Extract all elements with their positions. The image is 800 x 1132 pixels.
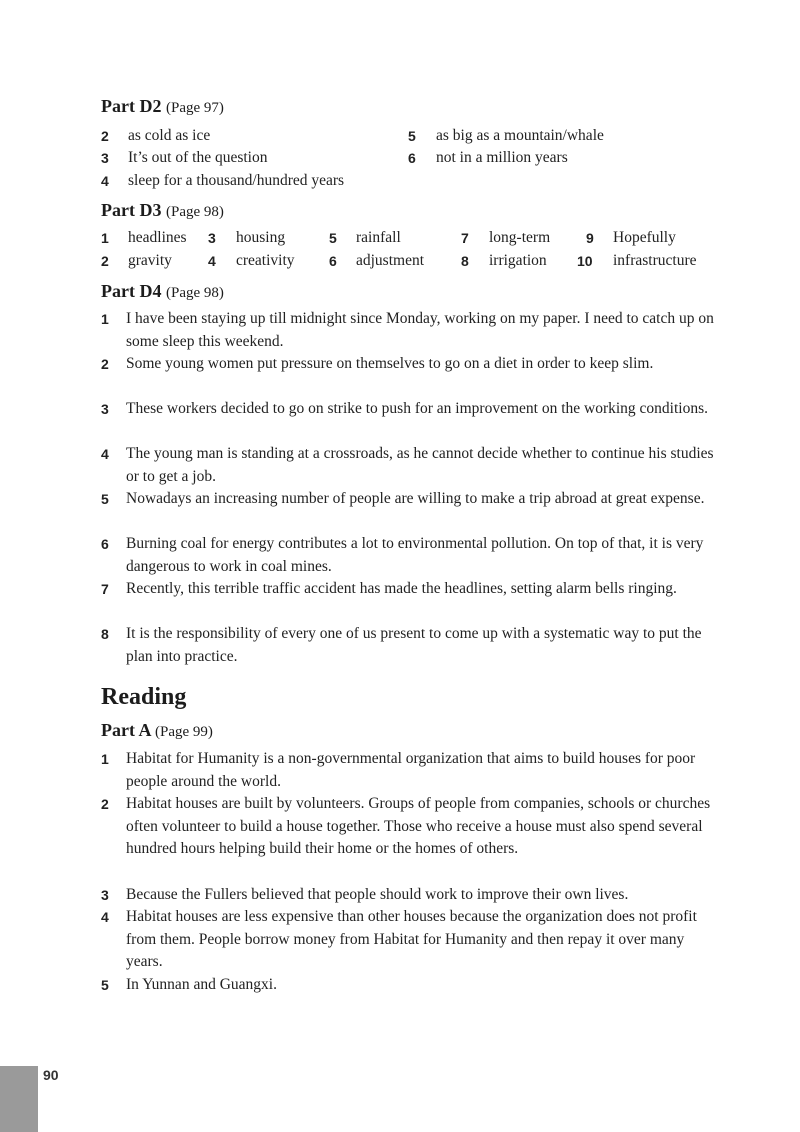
part-d4-page-ref: (Page 98) (165, 285, 224, 301)
answer-number: 5 (329, 230, 337, 246)
answer-number: 2 (101, 128, 109, 144)
answer-number: 10 (577, 253, 593, 269)
answer-number: 7 (101, 581, 109, 597)
answer-number: 5 (101, 977, 109, 993)
answer-text: Habitat houses are built by volunteers. Groups of people from companies, schools or churches often volunteer to build a house together. Those who receive a house must also spend several hundred hours helping build their home or the homes of others. (126, 795, 711, 857)
answer-text: sleep for a thousand/hundred years (128, 172, 345, 189)
reading-answer (101, 884, 721, 907)
part-d2-heading (101, 96, 224, 117)
answer-number: 1 (101, 230, 109, 246)
answer-number: 5 (101, 491, 109, 507)
answer-text: infrastructure (613, 252, 697, 269)
answer-text: Hopefully (613, 229, 676, 246)
d4-answer (101, 488, 721, 511)
part-d3-heading (101, 200, 224, 221)
answer-text: creativity (236, 252, 295, 269)
answer-number: 9 (586, 230, 594, 246)
answer-text: as big as a mountain/whale (436, 127, 604, 144)
answer-number: 3 (208, 230, 216, 246)
answer-number: 5 (408, 128, 416, 144)
reading-answer (101, 748, 721, 793)
part-d2-title: Part D2 (101, 96, 162, 116)
part-d3-page-ref: (Page 98) (165, 204, 224, 220)
answer-text: Some young women put pressure on themselves to go on a diet in order to keep slim. (126, 355, 654, 372)
answer-number: 6 (408, 150, 416, 166)
answer-text: not in a million years (436, 149, 568, 166)
reading-answer (101, 974, 721, 997)
answer-number: 3 (101, 150, 109, 166)
answer-text: Burning coal for energy contributes a lot to environmental pollution. On top of that, it is very dangerous to work in coal mines. (126, 535, 704, 575)
answer-text: gravity (128, 252, 172, 269)
answer-number: 7 (461, 230, 469, 246)
answer-number: 3 (101, 401, 109, 417)
answer-text: Because the Fullers believed that people should work to improve their own lives. (126, 886, 629, 903)
answer-text: headlines (128, 229, 187, 246)
answer-text: Recently, this terrible traffic accident has made the headlines, setting alarm bells ringing. (126, 580, 677, 597)
answer-number: 2 (101, 796, 109, 812)
part-d3-title: Part D3 (101, 200, 162, 220)
d4-answer (101, 578, 721, 601)
answer-number: 8 (461, 253, 469, 269)
answer-text: housing (236, 229, 286, 246)
answer-number: 6 (101, 536, 109, 552)
part-a-page-ref: (Page 99) (155, 724, 213, 740)
answer-number: 1 (101, 751, 109, 767)
answer-text: Habitat houses are less expensive than other houses because the organization does not profit from them. People borrow money from Habitat for Humanity and then repay it over many years. (126, 908, 697, 970)
part-d2-page-ref: (Page 97) (165, 100, 224, 116)
answer-text: The young man is standing at a crossroads, as he cannot decide whether to continue his studies or to get a job. (126, 445, 714, 485)
answer-text: long-term (489, 229, 551, 246)
answer-text: These workers decided to go on strike to push for an improvement on the working conditions. (126, 400, 708, 417)
answer-number: 4 (101, 909, 109, 925)
reading-answer (101, 793, 721, 861)
answer-text: It is the responsibility of every one of us present to come up with a systematic way to put the plan into practice. (126, 625, 702, 665)
d4-answer (101, 308, 721, 353)
page-number: 90 (43, 1067, 59, 1083)
answer-text: I have been staying up till midnight since Monday, working on my paper. I need to catch up on some sleep this weekend. (126, 310, 714, 350)
d4-answer (101, 533, 721, 578)
d4-answer (101, 623, 721, 668)
part-d4-heading (101, 281, 224, 302)
answer-text: In Yunnan and Guangxi. (126, 976, 277, 993)
page-tab (0, 1066, 38, 1132)
d4-answer (101, 443, 721, 488)
answer-text: Habitat for Humanity is a non-governmental organization that aims to build houses for poor people around the world. (126, 750, 696, 790)
answer-text: rainfall (356, 229, 401, 246)
d4-answer (101, 398, 721, 421)
d4-answer (101, 353, 721, 376)
answer-text: Nowadays an increasing number of people are willing to make a trip abroad at great expense. (126, 490, 705, 507)
part-a-title: Part A (101, 720, 151, 740)
part-d4-title: Part D4 (101, 281, 162, 301)
reading-heading: Reading (101, 684, 187, 710)
answer-number: 2 (101, 253, 109, 269)
answer-number: 4 (208, 253, 216, 269)
answer-text: It’s out of the question (128, 149, 268, 166)
answer-text: as cold as ice (128, 127, 211, 144)
reading-answer (101, 906, 721, 974)
answer-number: 6 (329, 253, 337, 269)
part-a-heading (101, 720, 213, 741)
answer-number: 1 (101, 311, 109, 327)
answer-text: adjustment (356, 252, 425, 269)
answer-number: 4 (101, 173, 109, 189)
answer-number: 3 (101, 887, 109, 903)
answer-number: 8 (101, 626, 109, 642)
answer-text: irrigation (489, 252, 547, 269)
answer-number: 4 (101, 446, 109, 462)
answer-number: 2 (101, 356, 109, 372)
